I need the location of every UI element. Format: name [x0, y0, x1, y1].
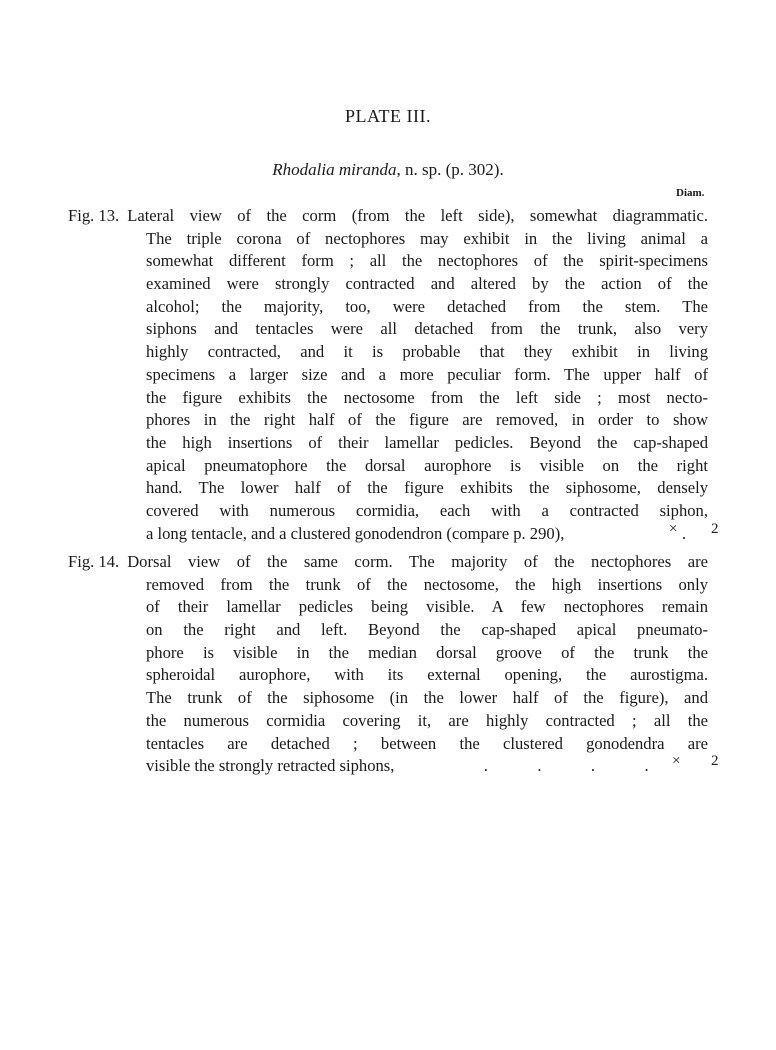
- caption-line: on the right and left. Beyond the cap-shaped apical pneumato-: [146, 620, 708, 640]
- caption-line: spheroidal aurophore, with its external opening, the aurostigma.: [146, 665, 708, 685]
- diam-column-label: Diam.: [676, 187, 705, 199]
- caption-line: the high insertions of their lamellar pedicles. Beyond the cap-shaped: [146, 432, 708, 452]
- caption-line: The trunk of the siphosome (in the lower half of the figure), and: [146, 688, 708, 708]
- caption-line: examined were strongly contracted and altered by the action of the: [146, 274, 708, 294]
- caption-last-line: [146, 755, 708, 778]
- caption-text: visible the strongly retracted siphons,: [146, 756, 395, 776]
- leader-dot: .: [644, 756, 649, 776]
- caption-line: hand. The lower half of the figure exhibits the siphosome, densely: [146, 478, 708, 498]
- caption-line: phores in the right half of the figure are removed, in order to show: [146, 410, 708, 430]
- caption-line: somewhat different form ; all the nectophores of the spirit-specimens: [146, 251, 708, 271]
- caption-line: siphons and tentacles were all detached from the trunk, also very: [146, 319, 708, 339]
- leader-dot: .: [681, 523, 686, 543]
- figure-label: Fig. 14.: [68, 552, 120, 571]
- caption-text: Lateral view of the corm (from the left side), somewhat diagrammatic.: [127, 206, 708, 225]
- caption-line: covered with numerous cormidia, each with a contracted siphon,: [146, 500, 708, 520]
- diameter-value: 2: [711, 521, 719, 537]
- diameter-value: 2: [711, 753, 719, 769]
- multiplier-sign: ×: [672, 753, 681, 769]
- species-name: Rhodalia miranda: [272, 160, 397, 179]
- caption-last-line: [146, 523, 708, 546]
- figure-14-caption: [68, 551, 719, 778]
- caption-text: Dorsal view of the same corm. The majority of the nectophores are: [127, 552, 708, 571]
- caption-line: the numerous cormidia covering it, are highly contracted ; all the: [146, 710, 708, 730]
- species-suffix: , n. sp. (p. 302).: [396, 160, 504, 179]
- caption-line: the figure exhibits the nectosome from the left side ; most necto-: [146, 387, 708, 407]
- figure-13-caption: [68, 205, 719, 545]
- caption-line: highly contracted, and it is probable that they exhibit in living: [146, 342, 708, 362]
- leader-dot: .: [483, 756, 488, 776]
- caption-line: specimens a larger size and a more peculiar form. The upper half of: [146, 364, 708, 384]
- caption-line: alcohol; the majority, too, were detached from the stem. The: [146, 296, 708, 316]
- leader-dot: .: [590, 756, 596, 776]
- caption-line: of their lamellar pedicles being visible. A few nectophores remain: [146, 597, 708, 617]
- caption-line: [68, 205, 708, 228]
- caption-text: a long tentacle, and a clustered gonodendron (compare p. 290),: [146, 523, 565, 543]
- leader-dot: .: [537, 756, 542, 776]
- species-heading: [0, 160, 776, 180]
- plate-title: PLATE III.: [345, 106, 431, 126]
- multiplier-sign: ×: [669, 521, 678, 537]
- dot-leader: [564, 523, 708, 546]
- figure-label: Fig. 13.: [68, 206, 120, 225]
- caption-line: The triple corona of nectophores may exhibit in the living animal a: [146, 228, 708, 248]
- caption-line: phore is visible in the median dorsal groove of the trunk the: [146, 642, 708, 662]
- dot-leader: [394, 755, 708, 778]
- caption-line: removed from the trunk of the nectosome, the high insertions only: [146, 574, 708, 594]
- caption-line: [68, 551, 708, 574]
- caption-line: tentacles are detached ; between the clustered gonodendra are: [146, 733, 708, 753]
- caption-line: apical pneumatophore the dorsal aurophore is visible on the right: [146, 455, 708, 475]
